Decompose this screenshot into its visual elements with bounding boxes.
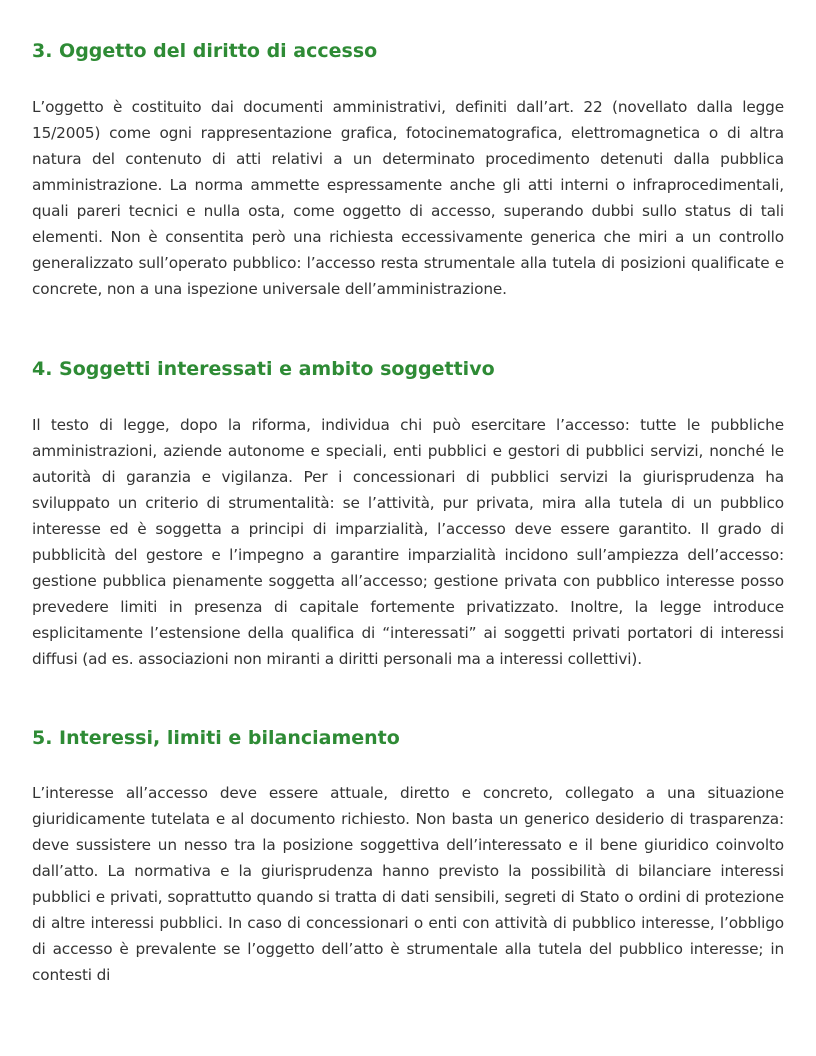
section-3-title: 3. Oggetto del diritto di accesso	[32, 40, 378, 62]
section-4-title: 4. Soggetti interessati e ambito soggettivo	[32, 358, 495, 380]
section-5-title: 5. Interessi, limiti e bilanciamento	[32, 727, 400, 749]
section-3-body: L’oggetto è costituito dai documenti amministrativi, definiti dall’art. 22 (novellato dalla legge 15/2005) come ogni rappresentazione grafica, fotocinematografica, elettromagnetica o di altra natura del contenuto di atti relativi a un determinato procedimento detenuti dalla pubblica amministrazione. La norma ammette espressamente anche gli atti interni o infraprocedimentali, quali pareri tecnici e nulla osta, come oggetto di accesso, superando dubbi sullo status di tali elementi. Non è consentita però una richiesta eccessivamente generica che miri a un controllo generalizzato sull’operato pubblico: l’accesso resta strumentale alla tutela di posizioni qualificate e concrete, non a una ispezione universale dell’amministrazione.	[32, 98, 784, 298]
section-5-body: L’interesse all’accesso deve essere attuale, diretto e concreto, collegato a una situazione giuridicamente tutelata e al documento richiesto. Non basta un generico desiderio di trasparenza: deve sussistere un nesso tra la posizione soggettiva dell’interessato e il bene giuridico coinvolto dall’atto. La normativa e la giurisprudenza hanno previsto la possibilità di bilanciare interessi pubblici e privati, soprattutto quando si tratta di dati sensibili, segreti di Stato o ordini di protezione di altre interessi pubblici. In caso di concessionari o enti con attività di pubblico interesse, l’obbligo di accesso è prevalente se l’oggetto dell’atto è strumentale alla tutela del pubblico interesse; in contesti di	[32, 784, 784, 984]
section-4-body: Il testo di legge, dopo la riforma, individua chi può esercitare l’accesso: tutte le pubbliche amministrazioni, aziende autonome e speciali, enti pubblici e gestori di pubblici servizi, nonché le autorità di garanzia e vigilanza. Per i concessionari di pubblici servizi la giurisprudenza ha sviluppato un criterio di strumentalità: se l’attività, pur privata, mira alla tutela di un pubblico interesse ed è soggetta a principi di imparzialità, l’accesso deve essere garantito. Il grado di pubblicità del gestore e l’impegno a garantire imparzialità incidono sull’ampiezza dell’accesso: gestione pubblica pienamente soggetta all’accesso; gestione privata con pubblico interesse posso prevedere limiti in presenza di capitale fortemente privatizzato. Inoltre, la legge introduce esplicitamente l’estensione della qualifica di “interessati” ai soggetti privati portatori di interessi diffusi (ad es. associazioni non miranti a diritti personali ma a interessi collettivi).	[32, 416, 784, 668]
